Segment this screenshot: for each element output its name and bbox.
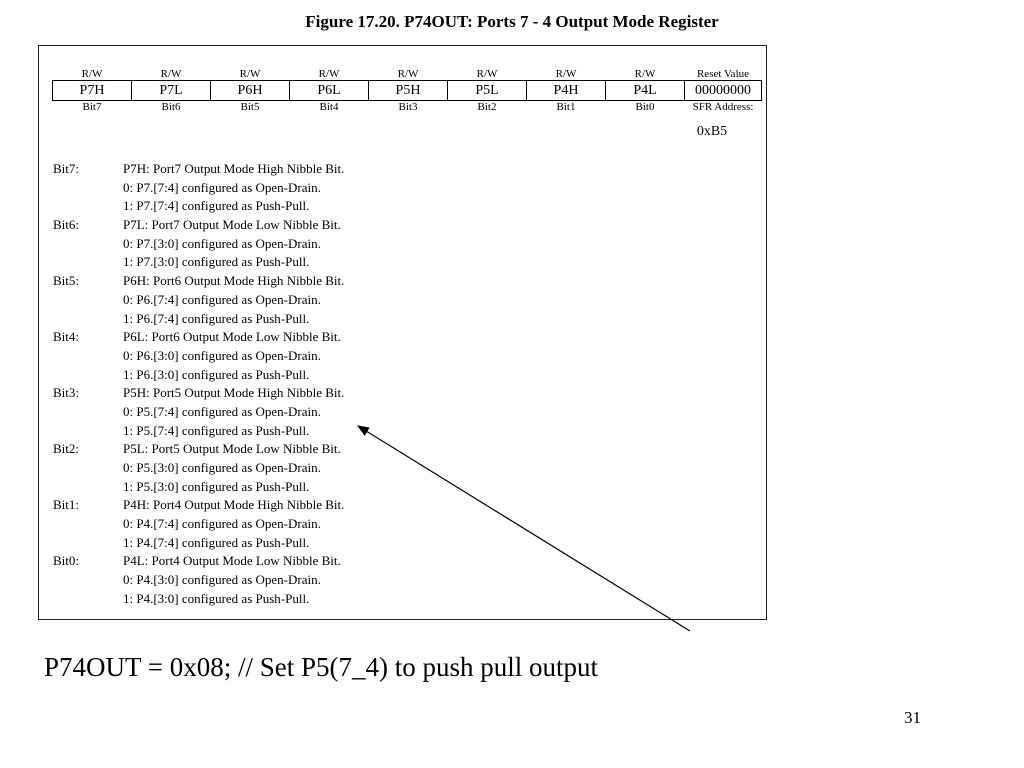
bit-title: P7L: Port7 Output Mode Low Nibble Bit.	[123, 217, 341, 233]
figure-title: Figure 17.20. P74OUT: Ports 7 - 4 Output Mode Register	[305, 12, 719, 31]
bit-name-cell: P5L	[448, 81, 527, 101]
option-push-pull: 1: P6.[7:4] configured as Push-Pull.	[123, 310, 310, 326]
code-statement: P74OUT = 0x08; // Set P5(7_4) to push pull output	[44, 652, 599, 682]
option-push-pull: 1: P4.[3:0] configured as Push-Pull.	[123, 590, 310, 606]
bit-name-cell: P7L	[132, 81, 211, 101]
bit-number-label: Bit7	[82, 101, 102, 113]
bit-name-cell: P6L	[290, 81, 369, 101]
bit-label: Bit4:	[53, 329, 80, 345]
bit-name-cell: P4L	[606, 81, 685, 101]
option-push-pull: 1: P5.[3:0] configured as Push-Pull.	[123, 478, 310, 494]
bit-label: Bit0:	[53, 553, 80, 569]
bit-number-label: Bit3	[398, 101, 418, 113]
bit-title: P4L: Port4 Output Mode Low Nibble Bit.	[123, 553, 341, 569]
bit-number-label: Bit4	[319, 101, 339, 113]
option-open-drain: 0: P7.[3:0] configured as Open-Drain.	[123, 235, 321, 251]
bit-number-label: Bit6	[161, 101, 181, 113]
bit-number-label: Bit5	[240, 101, 260, 113]
page-number: 31	[904, 708, 921, 727]
access-label: R/W	[81, 68, 103, 80]
access-label: R/W	[239, 68, 261, 80]
bit-title: P7H: Port7 Output Mode High Nibble Bit.	[123, 161, 345, 176]
option-open-drain: 0: P5.[7:4] configured as Open-Drain.	[123, 403, 321, 419]
bit-name-cell: P7H	[53, 81, 132, 101]
bit-name-cell: P5H	[369, 81, 448, 101]
reset-value-label: Reset Value	[696, 68, 750, 80]
bit-number-label: Bit2	[477, 101, 497, 113]
bit-number-label: Bit1	[556, 101, 576, 113]
option-open-drain: 0: P6.[7:4] configured as Open-Drain.	[123, 291, 321, 307]
bit-title: P6L: Port6 Output Mode Low Nibble Bit.	[123, 329, 341, 345]
bit-name-cell: P6H	[211, 81, 290, 101]
option-push-pull: 1: P5.[7:4] configured as Push-Pull.	[123, 422, 310, 438]
bit-number-label: Bit0	[635, 101, 655, 113]
option-push-pull: 1: P7.[3:0] configured as Push-Pull.	[123, 254, 310, 270]
option-open-drain: 0: P7.[7:4] configured as Open-Drain.	[123, 179, 321, 195]
access-label: R/W	[160, 68, 182, 80]
access-label: R/W	[634, 68, 656, 80]
bit-title: P6H: Port6 Output Mode High Nibble Bit.	[123, 273, 345, 289]
bit-title: P5L: Port5 Output Mode Low Nibble Bit.	[123, 441, 341, 457]
bit-label: Bit6:	[53, 217, 80, 233]
reset-value: 00000000	[685, 81, 762, 101]
option-open-drain: 0: P4.[3:0] configured as Open-Drain.	[123, 572, 321, 588]
bit-title: P4H: Port4 Output Mode High Nibble Bit.	[123, 497, 345, 513]
bit-name-cell: P4H	[527, 81, 606, 101]
access-label: R/W	[397, 68, 419, 80]
option-open-drain: 0: P5.[3:0] configured as Open-Drain.	[123, 460, 321, 475]
arrow-line	[358, 426, 690, 631]
bit-title: P5H: Port5 Output Mode High Nibble Bit.	[123, 385, 345, 401]
option-push-pull: 1: P4.[7:4] configured as Push-Pull.	[123, 534, 310, 550]
access-label: R/W	[476, 68, 498, 80]
option-open-drain: 0: P6.[3:0] configured as Open-Drain.	[123, 347, 321, 363]
bit-label: Bit5:	[53, 273, 80, 289]
access-label: R/W	[555, 68, 577, 80]
bit-label: Bit7:	[53, 161, 80, 176]
option-open-drain: 0: P4.[7:4] configured as Open-Drain.	[123, 516, 321, 532]
access-label: R/W	[318, 68, 340, 80]
bit-label: Bit1:	[53, 497, 80, 513]
sfr-address-label: SFR Address:	[692, 101, 754, 113]
sfr-address-value: 0xB5	[696, 124, 728, 139]
option-push-pull: 1: P6.[3:0] configured as Push-Pull.	[123, 366, 310, 382]
bit-label: Bit2:	[53, 441, 80, 457]
option-push-pull: 1: P7.[7:4] configured as Push-Pull.	[123, 198, 310, 214]
bit-label: Bit3:	[53, 385, 80, 401]
